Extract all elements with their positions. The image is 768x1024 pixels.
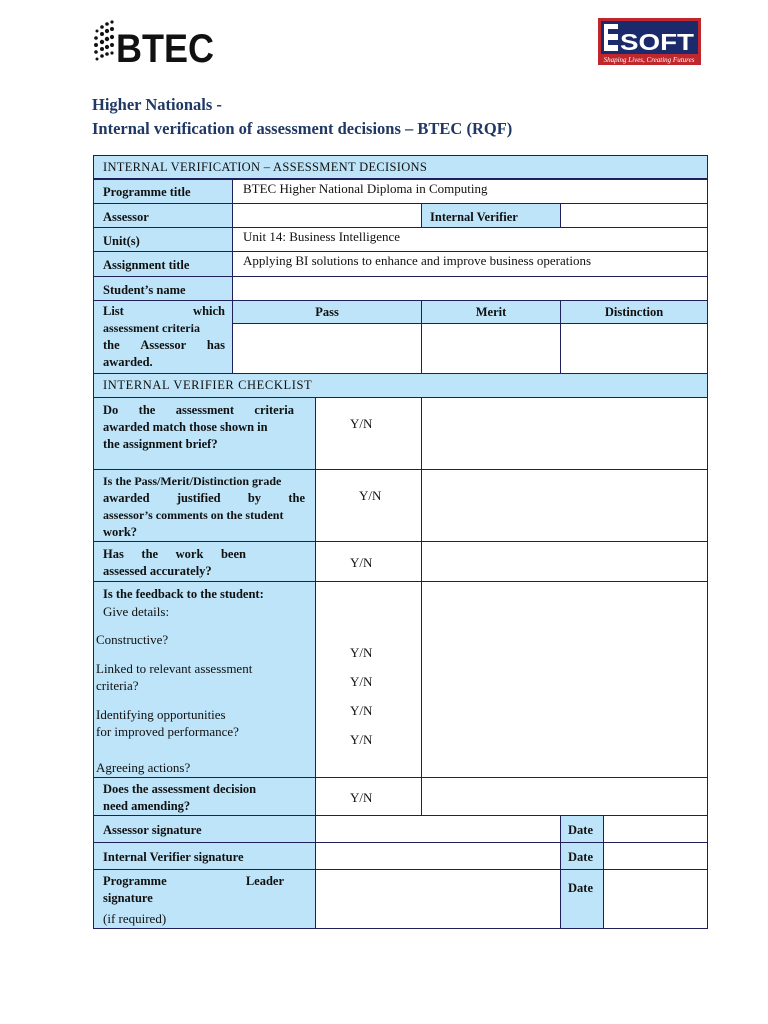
svg-text:Shaping Lives, Creating Future: Shaping Lives, Creating Futures — [603, 56, 695, 64]
merit-header: Merit — [421, 300, 561, 324]
distinction-criteria-field[interactable] — [560, 323, 708, 374]
checklist-question-assessed-accurately: Has the work been assessed accurately? — [93, 541, 316, 582]
merit-criteria-field[interactable] — [421, 323, 561, 374]
svg-text:SOFT: SOFT — [620, 29, 694, 55]
assessor-signature-label: Assessor signature — [93, 815, 316, 843]
students-name-field[interactable] — [232, 276, 708, 301]
yn-field-amend-decision[interactable]: Y/N — [315, 777, 422, 816]
students-name-label: Student’s name — [93, 276, 233, 301]
checklist-question-amend-decision: Does the assessment decision need amending? — [93, 777, 316, 816]
section-header-checklist: INTERNAL VERIFIER CHECKLIST — [93, 373, 708, 398]
comment-field-feedback[interactable] — [421, 581, 708, 778]
heading-line-1: Higher Nationals - — [92, 95, 222, 114]
iv-date-label: Date — [560, 842, 604, 870]
units-field[interactable]: Unit 14: Business Intelligence — [232, 227, 708, 252]
comment-field-assessed-accurately[interactable] — [421, 541, 708, 582]
programme-title-label: Programme title — [93, 179, 233, 204]
btec-logo — [92, 20, 217, 68]
yn-field-grade-justified[interactable]: Y/N — [315, 469, 422, 542]
iv-date-field[interactable] — [603, 842, 708, 870]
pass-header: Pass — [232, 300, 422, 324]
pl-date-field[interactable] — [603, 869, 708, 929]
esoft-logo — [598, 18, 701, 65]
iv-signature-label: Internal Verifier signature — [93, 842, 316, 870]
assessor-date-label: Date — [560, 815, 604, 843]
comment-field-criteria-match[interactable] — [421, 397, 708, 470]
pl-signature-field[interactable] — [315, 869, 561, 929]
assignment-title-field[interactable]: Applying BI solutions to enhance and improve business operations — [232, 251, 708, 277]
assessor-signature-field[interactable] — [315, 815, 561, 843]
pl-date-label: Date — [560, 869, 604, 929]
assignment-title-label: Assignment title — [93, 251, 233, 277]
units-label: Unit(s) — [93, 227, 233, 252]
yn-field-criteria-match[interactable]: Y/N — [315, 397, 422, 470]
yn-field-feedback[interactable]: Y/N Y/N Y/N Y/N — [315, 581, 422, 778]
pl-signature-label: Programme Leader signature (if required) — [93, 869, 316, 929]
internal-verifier-field[interactable] — [560, 203, 708, 228]
distinction-header: Distinction — [560, 300, 708, 324]
checklist-question-criteria-match: Do the assessment criteria awarded match those shown in the assignment brief? — [93, 397, 316, 470]
assessor-label: Assessor — [93, 203, 233, 228]
programme-title-field[interactable]: BTEC Higher National Diploma in Computing — [232, 179, 708, 204]
section-header-decisions: INTERNAL VERIFICATION – ASSESSMENT DECISIONS — [93, 155, 708, 179]
internal-verifier-label: Internal Verifier — [421, 203, 561, 228]
iv-signature-field[interactable] — [315, 842, 561, 870]
comment-field-amend-decision[interactable] — [421, 777, 708, 816]
criteria-awarded-label: List which assessment criteria the Assessor has awarded. — [93, 300, 233, 374]
svg-text:BTEC: BTEC — [116, 27, 214, 68]
pass-criteria-field[interactable] — [232, 323, 422, 374]
checklist-question-feedback: Is the feedback to the student: Give details: Constructive? Linked to relevant assessment criteria? Identifying opportunities for improved performance? Agreeing actions? — [93, 581, 316, 778]
checklist-question-grade-justified: Is the Pass/Merit/Distinction grade awarded justified by the assessor’s comments on the student work? — [93, 469, 316, 542]
assessor-date-field[interactable] — [603, 815, 708, 843]
assessor-field[interactable] — [232, 203, 422, 228]
comment-field-grade-justified[interactable] — [421, 469, 708, 542]
heading-line-2: Internal verification of assessment decisions – BTEC (RQF) — [92, 119, 513, 138]
yn-field-assessed-accurately[interactable]: Y/N — [315, 541, 422, 582]
